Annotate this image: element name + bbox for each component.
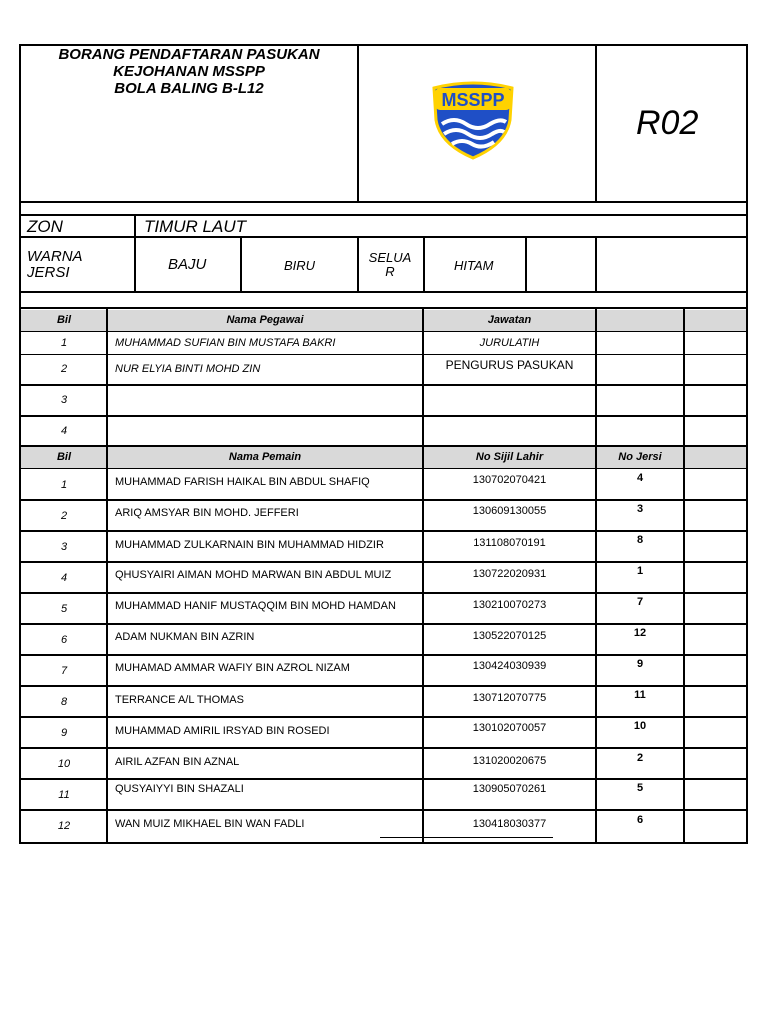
players-header-bil: Bil [56,451,72,463]
player-jersey: 11 [634,689,646,701]
grid-line [19,384,748,386]
player-jersey: 10 [633,720,647,732]
player-cert: 131020020675 [472,755,547,767]
grid-line [595,307,597,844]
player-jersey: 8 [636,534,644,546]
player-cert: 130102070057 [472,722,547,734]
grid-line [595,44,597,202]
player-name: TERRANCE A/L THOMAS [115,694,244,706]
form-title-line-1: BORANG PENDAFTARAN PASUKAN [58,46,320,63]
player-bil: 3 [60,541,68,553]
grid-line [683,307,685,844]
player-jersey: 9 [636,658,644,670]
player-name: QHUSYAIRI AIMAN MOHD MARWAN BIN ABDUL MUIZ [115,569,392,581]
player-name: MUHAMMAD HANIF MUSTAQQIM BIN MOHD HAMDAN [115,600,396,612]
grid-line [357,44,359,202]
official-bil: 1 [60,337,68,349]
grid-line [19,331,748,332]
official-name: MUHAMMAD SUFIAN BIN MUSTAFA BAKRI [115,337,336,349]
grid-line [19,291,748,293]
grid-line [19,214,748,216]
grid-line [19,778,748,780]
players-header-jersey: No Jersi [618,451,662,463]
grid-line [19,747,748,749]
player-name: ADAM NUKMAN BIN AZRIN [115,631,255,643]
player-jersey: 12 [633,627,647,639]
grid-line [19,716,748,718]
official-bil: 4 [60,425,68,437]
player-jersey: 6 [636,814,644,826]
pants-label-line-2: R [385,264,395,279]
grid-line [19,307,748,309]
grid-line [19,530,748,532]
grid-line [19,201,748,203]
form-code: R02 [636,104,699,142]
grid-line [19,236,748,238]
player-jersey: 7 [636,596,644,608]
player-bil: 9 [60,727,68,739]
players-header-name: Nama Pemain [228,451,302,463]
grid-line [19,654,748,656]
player-jersey: 1 [636,565,644,577]
jersey-label-line-1: WARNA [27,248,83,265]
player-name: MUHAMMAD FARISH HAIKAL BIN ABDUL SHAFIQ [115,476,370,488]
player-bil: 8 [60,696,68,708]
official-bil: 2 [60,363,68,375]
border-right [746,44,748,844]
officials-header-name: Nama Pegawai [226,314,304,326]
grid-line [19,592,748,594]
grid-line [19,561,748,563]
underline-mark [380,837,553,838]
grid-line [19,499,748,501]
player-jersey: 4 [636,472,644,484]
player-name: MUHAMMAD AMIRIL IRSYAD BIN ROSEDI [115,725,330,737]
border-bottom [19,842,748,844]
grid-line [134,214,136,293]
player-cert: 130905070261 [472,783,547,795]
jersey-label-line-2: JERSI [27,264,70,281]
grid-line [19,623,748,625]
player-name: MUHAMAD AMMAR WAFIY BIN AZROL NIZAM [115,662,350,674]
player-bil: 6 [60,634,68,646]
grid-line [19,685,748,687]
official-bil: 3 [60,394,68,406]
player-name: MUHAMMAD ZULKARNAIN BIN MUHAMMAD HIDZIR [115,539,384,551]
player-cert: 130418030377 [472,818,547,830]
pants-color: HITAM [454,258,494,273]
player-bil: 11 [58,789,70,801]
player-bil: 10 [57,758,71,770]
grid-line [357,236,359,293]
player-bil: 12 [57,820,71,832]
grid-line [423,236,425,293]
players-header-cert: No Sijil Lahir [475,451,544,463]
grid-line [106,307,108,844]
player-bil: 2 [60,510,68,522]
player-name: ARIQ AMSYAR BIN MOHD. JEFFERI [115,507,299,519]
grid-line [19,354,748,355]
zone-value: TIMUR LAUT [144,217,246,236]
player-bil: 4 [60,572,68,584]
grid-line [525,236,527,293]
border-left [19,44,21,844]
grid-line [19,445,748,447]
officials-header-role: Jawatan [487,314,532,326]
player-bil: 1 [60,479,68,491]
player-cert: 131108070191 [473,537,546,549]
officials-header-bil: Bil [56,314,72,326]
pants-label-line-1: SELUA [368,250,412,265]
player-name: QUSYAIYYI BIN SHAZALI [115,783,244,795]
zone-label: ZON [27,217,63,236]
player-cert: 130712070775 [472,692,547,704]
player-name: AIRIL AZFAN BIN AZNAL [115,756,240,768]
player-jersey: 5 [636,782,644,794]
official-name: NUR ELYIA BINTI MOHD ZIN [115,363,261,375]
border-top [19,44,748,46]
grid-line [19,468,748,469]
player-cert: 130722020931 [472,568,547,580]
grid-line [240,236,242,293]
player-cert: 130609130055 [472,505,547,517]
form-title-line-3: BOLA BALING B-L12 [114,80,264,97]
player-cert: 130522070125 [472,630,547,642]
form-title-line-2: KEJOHANAN MSSPP [113,63,265,80]
grid-line [422,307,424,844]
player-cert: 130702070421 [472,474,547,486]
shirt-label: BAJU [168,256,207,273]
official-role: JURULATIH [479,337,540,349]
grid-line [595,236,597,293]
grid-line [19,809,748,811]
player-jersey: 2 [636,752,644,764]
msspp-logo [428,80,518,160]
shirt-color: BIRU [284,258,316,273]
player-bil: 5 [60,603,68,615]
official-role: PENGURUS PASUKAN [445,358,574,372]
grid-line [19,415,748,417]
player-name: WAN MUIZ MIKHAEL BIN WAN FADLI [115,818,305,830]
player-bil: 7 [60,665,68,677]
player-jersey: 3 [636,503,644,515]
player-cert: 130424030939 [472,660,547,672]
player-cert: 130210070273 [472,599,547,611]
logo-text: MSSPP [441,90,505,110]
